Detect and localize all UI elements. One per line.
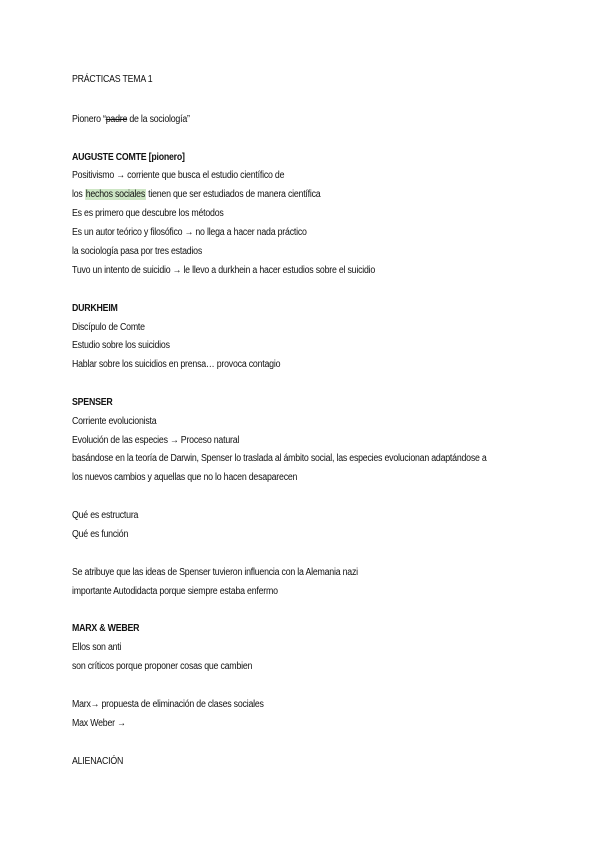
comte-line-3: Es es primero que descubre los métodos — [72, 208, 224, 219]
comte-line-2-pre: los — [72, 189, 85, 200]
alienacion-heading: ALIENACIÓN — [72, 756, 124, 767]
comte-line-5: la sociología pasa por tres estadios — [72, 246, 203, 257]
spenser-line-2: Evolución de las especies → Proceso natural — [72, 435, 240, 446]
spenser-line-8: importante Autodidacta porque siempre estaba enfermo — [72, 586, 278, 597]
pioneer-suffix: de la sociología” — [127, 114, 190, 125]
spenser-line-7: Se atribuye que las ideas de Spenser tuvieron influencia con la Alemania nazi — [72, 567, 358, 578]
highlighted-text: hechos sociales — [85, 189, 146, 200]
marx-weber-line-3: Marx→ propuesta de eliminación de clases sociales — [72, 699, 264, 710]
durkheim-heading: DURKHEIM — [72, 303, 118, 314]
comte-line-2-post: tienen que ser estudiados de manera científica — [145, 189, 321, 200]
pioneer-prefix: Pionero “ — [72, 114, 106, 125]
comte-line-4: Es un autor teórico y filosófico → no llega a hacer nada práctico — [72, 227, 307, 238]
page-title: PRÁCTICAS TEMA 1 — [72, 74, 153, 85]
comte-line-6: Tuvo un intento de suicidio → le llevo a durkhein a hacer estudios sobre el suicidio — [72, 265, 376, 276]
durkheim-line-2: Estudio sobre los suicidios — [72, 340, 170, 351]
spenser-line-4: los nuevos cambios y aquellas que no lo hacen desaparecen — [72, 472, 298, 483]
comte-heading: AUGUSTE COMTE [pionero] — [72, 152, 185, 163]
comte-line-1: Positivismo → corriente que busca el estudio científico de — [72, 170, 285, 181]
spenser-line-1: Corriente evolucionista — [72, 416, 157, 427]
marx-weber-line-1: Ellos son anti — [72, 642, 122, 653]
spenser-line-5: Qué es estructura — [72, 510, 139, 521]
pioneer-strikethrough: padre — [105, 114, 128, 125]
comte-line-2 — [72, 188, 320, 201]
marx-weber-line-2: son críticos porque proponer cosas que cambien — [72, 661, 253, 672]
durkheim-line-1: Discípulo de Comte — [72, 322, 145, 333]
spenser-line-3: basándose en la teoría de Darwin, Spenser lo traslada al ámbito social, las especies evolucionan adaptándose a — [72, 453, 487, 464]
spenser-line-6: Qué es función — [72, 529, 129, 540]
spenser-heading: SPENSER — [72, 397, 113, 408]
pioneer-line — [72, 113, 190, 126]
marx-weber-line-4: Max Weber → — [72, 718, 126, 729]
durkheim-line-3: Hablar sobre los suicidios en prensa… provoca contagio — [72, 359, 281, 370]
marx-weber-heading: MARX & WEBER — [72, 623, 140, 634]
